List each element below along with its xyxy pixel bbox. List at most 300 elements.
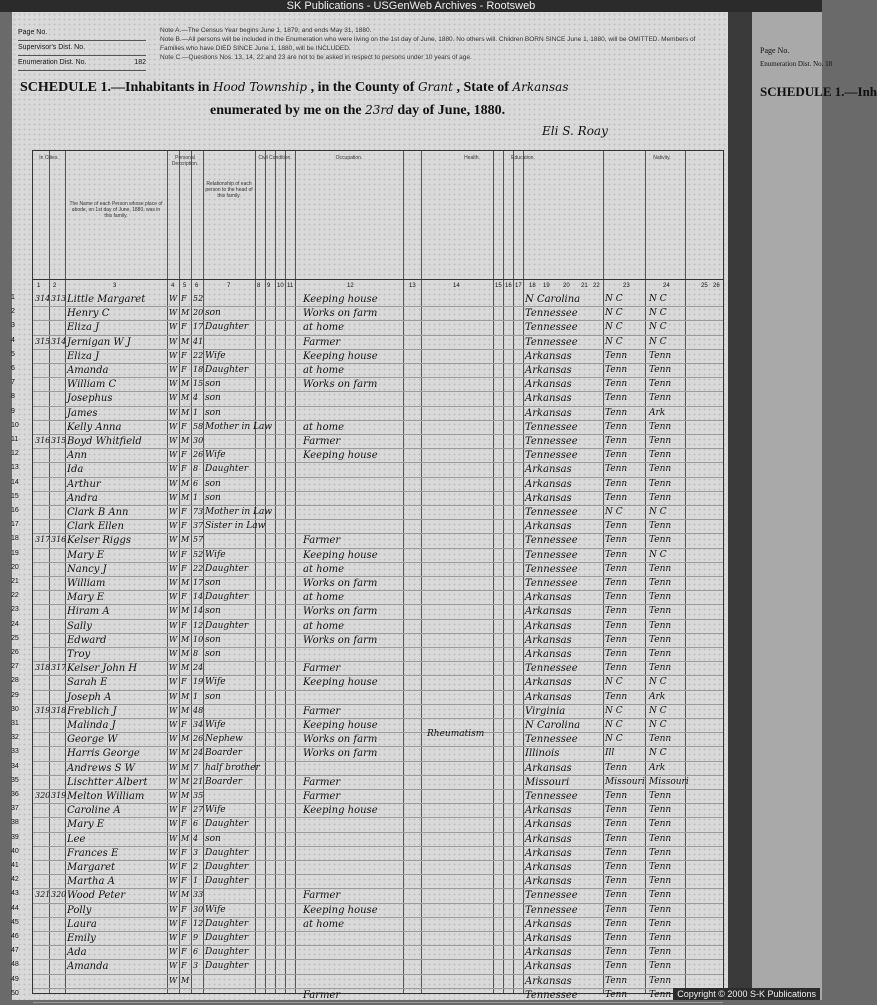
cell-line: 13 — [11, 464, 19, 472]
cell-father: N C — [605, 294, 623, 304]
cell-sex: M — [181, 762, 190, 772]
cell-age: 10 — [193, 634, 204, 644]
heading-nativity: Nativity. — [653, 155, 671, 161]
cell-father: Tenn — [605, 407, 628, 418]
cell-sex: F — [181, 620, 187, 630]
cell-birthplace: Tennessee — [525, 450, 578, 462]
cell-mother: Tenn — [649, 819, 672, 830]
cell-name: Lee — [67, 833, 86, 845]
cell-color: W — [169, 933, 178, 942]
cell-family: 317 — [51, 663, 67, 673]
column-number: 10 — [277, 283, 284, 289]
column-number: 7 — [227, 283, 231, 289]
cell-relation: Boarder — [205, 748, 243, 759]
cell-mother: Tenn — [649, 365, 672, 375]
cell-mother: Missouri — [649, 776, 689, 787]
column-number: 20 — [563, 283, 570, 289]
cell-mother: Tenn — [649, 350, 672, 361]
cell-father: Tenn — [605, 805, 628, 816]
cell-occupation: Farmer — [303, 535, 341, 547]
cell-color: W — [169, 620, 178, 630]
cell-mother: Tenn — [649, 947, 672, 958]
cell-mother: Tenn — [649, 918, 672, 929]
cell-father: Tenn — [605, 606, 628, 617]
cell-color: W — [169, 535, 178, 545]
cell-birthplace: N Carolina — [525, 720, 581, 731]
cell-sex: M — [181, 663, 190, 673]
cell-occupation: Farmer — [303, 989, 341, 1001]
cell-line: 36 — [11, 791, 19, 798]
cell-relation: son — [205, 833, 221, 844]
cell-name: Harris George — [67, 748, 140, 760]
cell-color: W — [169, 507, 178, 516]
cell-mother: Tenn — [649, 592, 672, 603]
cell-name: Andra — [67, 492, 98, 504]
cell-occupation: Farmer — [303, 436, 341, 447]
cell-line: 48 — [11, 961, 19, 969]
cell-mother: Tenn — [649, 933, 672, 943]
cell-age: 1 — [193, 492, 199, 502]
cell-occupation: at home — [303, 365, 345, 376]
cell-sex: F — [181, 365, 187, 374]
cell-name: Sally — [67, 620, 92, 632]
cell-mother: N C — [649, 720, 667, 730]
adjacent-dist: Enumeration Dist. No. 18 — [760, 60, 833, 68]
cell-age: 20 — [193, 308, 204, 318]
cell-birthplace: Arkansas — [525, 876, 572, 888]
cell-line: 45 — [11, 918, 19, 926]
cell-age: 48 — [193, 705, 204, 715]
cell-line: 30 — [11, 705, 19, 713]
cell-father: Tenn — [605, 578, 628, 588]
cell-birthplace: Arkansas — [525, 933, 572, 944]
cell-birthplace: Tennessee — [525, 308, 578, 320]
sheet-identifiers — [18, 26, 146, 71]
cell-mother: Tenn — [649, 975, 672, 986]
cell-father: Tenn — [605, 975, 628, 986]
cell-name: Kelser John H — [67, 663, 138, 675]
cell-color: W — [169, 578, 178, 587]
cell-name: George W — [67, 734, 118, 746]
column-number: 14 — [453, 283, 460, 289]
cell-sex: F — [181, 933, 187, 942]
column-number: 26 — [713, 283, 720, 289]
cell-mother: N C — [649, 336, 667, 347]
cell-name: Polly — [67, 904, 92, 916]
cell-color: W — [169, 336, 178, 346]
cell-birthplace: Arkansas — [525, 492, 572, 504]
cell-color: W — [169, 776, 178, 786]
cell-father: Tenn — [605, 592, 628, 603]
cell-color: W — [169, 947, 178, 957]
cell-line: 32 — [11, 734, 19, 742]
cell-sex: M — [181, 308, 190, 318]
cell-sex: F — [181, 805, 187, 815]
cell-father: Tenn — [605, 663, 628, 674]
cell-age: 22 — [193, 350, 204, 360]
cell-birthplace: Arkansas — [525, 918, 572, 930]
cell-age: 30 — [193, 436, 204, 445]
cell-name: Henry C — [67, 308, 110, 320]
cell-occupation: at home — [303, 918, 345, 930]
cell-occupation: at home — [303, 592, 345, 604]
cell-color: W — [169, 805, 178, 815]
cell-color: W — [169, 549, 178, 559]
cell-name: Frances E — [67, 847, 119, 859]
cell-color: W — [169, 791, 178, 800]
cell-name: Troy — [67, 649, 91, 660]
cell-mother: Tenn — [649, 478, 672, 489]
cell-sex: M — [181, 691, 190, 701]
cell-relation: Daughter — [205, 365, 249, 375]
cell-father: Tenn — [605, 947, 628, 958]
cell-age: 4 — [193, 393, 199, 403]
cell-relation: Daughter — [205, 947, 249, 958]
cell-occupation: Farmer — [303, 890, 341, 902]
cell-relation: Sister in Law — [205, 521, 266, 532]
cell-line: 29 — [11, 691, 19, 699]
column-number: 15 — [495, 283, 502, 289]
cell-sex: F — [181, 464, 187, 474]
cell-sex: M — [181, 393, 190, 403]
cell-relation: Wife — [205, 805, 226, 816]
cell-color: W — [169, 833, 178, 843]
cell-age: 6 — [193, 478, 199, 488]
cell-line: 15 — [11, 492, 19, 500]
cell-line: 43 — [11, 890, 19, 898]
schedule-title: SCHEDULE 1.—Inhabitants in — [20, 80, 210, 95]
cell-occupation: Keeping house — [303, 720, 378, 731]
cell-father: Tenn — [605, 762, 628, 773]
cell-family: 313 — [51, 294, 67, 303]
cell-age: 8 — [193, 464, 199, 474]
cell-relation: Boarder — [205, 776, 243, 787]
cell-name: Melton William — [67, 791, 145, 802]
cell-age: 27 — [193, 805, 204, 815]
cell-color: W — [169, 436, 178, 445]
cell-color: W — [169, 365, 178, 374]
cell-line: 35 — [11, 776, 19, 784]
cell-line: 33 — [11, 748, 19, 756]
cell-line: 31 — [11, 720, 19, 727]
cell-relation: Daughter — [205, 620, 249, 631]
column-number: 19 — [543, 283, 550, 289]
cell-mother: Tenn — [649, 436, 672, 446]
cell-birthplace: Tennessee — [525, 322, 578, 334]
cell-age: 14 — [193, 606, 204, 616]
enumerated-label: enumerated by me on the — [210, 103, 362, 118]
cell-line: 50 — [11, 989, 19, 997]
cell-color: W — [169, 691, 178, 701]
cell-occupation: Farmer — [303, 336, 341, 348]
cell-father: Tenn — [605, 492, 628, 503]
copyright-footer: Copyright © 2000 S-K Publications — [673, 988, 820, 1000]
cell-name: James — [67, 407, 98, 419]
cell-name: Arthur — [67, 478, 101, 490]
cell-birthplace: Tennessee — [525, 436, 578, 447]
cell-birthplace: Arkansas — [525, 407, 572, 419]
cell-line: 44 — [11, 904, 19, 912]
cell-sex: M — [181, 705, 190, 715]
cell-relation: Wife — [205, 350, 226, 361]
cell-name: Clark Ellen — [67, 521, 124, 533]
cell-line: 24 — [11, 620, 19, 628]
column-number: 23 — [623, 283, 630, 289]
cell-occupation: Works on farm — [303, 748, 378, 760]
cell-mother: Tenn — [649, 876, 672, 887]
cell-age: 26 — [193, 734, 204, 744]
cell-color: W — [169, 393, 178, 403]
heading-health: Health. — [464, 155, 480, 161]
cell-name: Eliza J — [67, 350, 100, 362]
cell-name: Eliza J — [67, 322, 100, 334]
cell-occupation: Works on farm — [303, 308, 378, 320]
cell-sex: M — [181, 336, 190, 346]
column-number: 25 — [701, 283, 708, 289]
cell-occupation: Works on farm — [303, 606, 378, 618]
archive-banner: SK Publications - USGenWeb Archives - Rootsweb — [0, 0, 822, 12]
heading-relationship: Relationship of each person to the head of this family. — [205, 181, 253, 199]
cell-family: 320 — [51, 890, 67, 900]
cell-father: Tenn — [605, 379, 628, 390]
cell-occupation: at home — [303, 322, 345, 334]
cell-sex: M — [181, 791, 190, 800]
cell-birthplace: Arkansas — [525, 365, 572, 376]
cell-age: 24 — [193, 748, 204, 758]
cell-color: W — [169, 961, 178, 971]
cell-relation: Daughter — [205, 464, 249, 475]
cell-father: Tenn — [605, 890, 628, 901]
cell-line: 26 — [11, 649, 19, 656]
cell-sex: F — [181, 421, 187, 431]
cell-name: Kelly Anna — [67, 421, 122, 433]
cell-age: 2 — [193, 862, 199, 871]
cell-color: W — [169, 308, 178, 318]
cell-line: 19 — [11, 549, 19, 557]
heading-divider — [33, 279, 723, 280]
cell-mother: N C — [649, 294, 667, 304]
cell-age: 1 — [193, 876, 199, 886]
cell-sex: M — [181, 492, 190, 502]
cell-age: 26 — [193, 450, 204, 460]
heading-name: The Name of each Person whose place of abode, on 1st day of June, 1880, was in this family. — [69, 201, 163, 219]
cell-father: Tenn — [605, 634, 628, 645]
cell-birthplace: Arkansas — [525, 947, 572, 959]
state-value: Arkansas — [512, 80, 569, 94]
cell-name: Emily — [67, 933, 96, 944]
cell-sex: F — [181, 847, 187, 857]
cell-age: 1 — [193, 407, 199, 417]
heading-occupation: Occupation. — [335, 155, 363, 161]
cell-sex: F — [181, 507, 187, 516]
cell-occupation: Keeping house — [303, 904, 378, 916]
cell-occupation: at home — [303, 620, 345, 632]
cell-name: William — [67, 578, 106, 589]
cell-birthplace: Arkansas — [525, 521, 572, 533]
enumerator-signature: Eli S. Roay — [542, 124, 608, 138]
census-table — [11, 150, 724, 1001]
cell-mother: Tenn — [649, 535, 672, 546]
cell-birthplace: Arkansas — [525, 649, 572, 660]
cell-birthplace: Tennessee — [525, 904, 578, 916]
cell-relation: son — [205, 691, 221, 702]
cell-mother: Ark — [649, 407, 666, 418]
cell-birthplace: Arkansas — [525, 677, 572, 689]
cell-sex: F — [181, 350, 187, 360]
cell-father: Tenn — [605, 847, 628, 858]
note-b: Note B.—All persons will be included in the Enumeration who were living on the 1st day of June, 1880. No others will. Children BORN SINCE June 1, 1880, will be OMITTED. Members of Families who have DIED SINCE June 1, 1880, will be INCLUDED. — [160, 36, 696, 52]
cell-age: 7 — [193, 762, 199, 772]
cell-relation: Daughter — [205, 862, 249, 872]
cell-color: W — [169, 734, 178, 744]
cell-birthplace: Illinois — [525, 748, 560, 760]
cell-line: 20 — [11, 563, 19, 571]
cell-dwelling: 314 — [35, 294, 51, 303]
cell-sex: M — [181, 890, 190, 900]
cell-color: W — [169, 705, 178, 715]
cell-mother: Tenn — [649, 961, 672, 972]
column-number: 13 — [409, 283, 416, 289]
cell-color: W — [169, 847, 178, 857]
cell-name: Mary E — [67, 819, 105, 831]
cell-occupation: Works on farm — [303, 578, 378, 589]
cell-father: Missouri — [605, 776, 645, 787]
cell-birthplace: Arkansas — [525, 393, 572, 405]
column-number: 6 — [195, 283, 199, 289]
cell-color: W — [169, 663, 178, 673]
cell-color: W — [169, 904, 178, 914]
cell-name: Freblich J — [67, 705, 117, 717]
cell-birthplace: Arkansas — [525, 478, 572, 490]
cell-mother: Tenn — [649, 421, 672, 432]
cell-father: Tenn — [605, 833, 628, 844]
cell-age: 6 — [193, 947, 199, 957]
cell-age: 12 — [193, 918, 204, 928]
cell-line: 22 — [11, 592, 19, 600]
instruction-notes — [160, 26, 720, 62]
cell-father: N C — [605, 336, 623, 347]
cell-relation: son — [205, 634, 221, 645]
column-number: 24 — [663, 283, 670, 289]
cell-relation: Wife — [205, 450, 226, 461]
cell-color: W — [169, 450, 178, 460]
cell-father: N C — [605, 308, 623, 319]
township-value: Hood Township — [212, 80, 308, 94]
cell-relation: son — [205, 606, 221, 617]
cell-father: Tenn — [605, 421, 628, 432]
column-number: 22 — [593, 283, 600, 289]
column-number: 16 — [505, 283, 512, 289]
cell-age: 14 — [193, 592, 204, 602]
cell-father: N C — [605, 720, 623, 730]
cell-name: Lischtter Albert — [67, 776, 148, 788]
cell-father: N C — [605, 705, 623, 716]
cell-name: Amanda — [67, 365, 109, 376]
cell-occupation: Works on farm — [303, 379, 378, 391]
cell-sex: F — [181, 720, 187, 729]
cell-relation: son — [205, 478, 221, 489]
cell-sex: M — [181, 379, 190, 389]
cell-relation: Mother in Law — [205, 421, 273, 432]
cell-father: Tenn — [605, 691, 628, 702]
cell-line: 46 — [11, 933, 19, 940]
cell-mother: Tenn — [649, 904, 672, 915]
cell-family: 318 — [51, 705, 67, 715]
cell-color: W — [169, 606, 178, 616]
cell-line: 34 — [11, 762, 19, 770]
cell-line: 12 — [11, 450, 19, 458]
cell-dwelling: 318 — [35, 663, 51, 673]
cell-father: N C — [605, 734, 623, 745]
cell-mother: Tenn — [649, 379, 672, 390]
cell-father: Tenn — [605, 535, 628, 546]
cell-relation: Daughter — [205, 918, 249, 929]
cell-age: 4 — [193, 833, 199, 843]
cell-age: 1 — [193, 691, 199, 701]
cell-mother: Tenn — [649, 833, 672, 844]
cell-line: 14 — [11, 478, 19, 486]
cell-mother: Tenn — [649, 492, 672, 503]
cell-color: W — [169, 478, 178, 488]
cell-father: Tenn — [605, 918, 628, 929]
state-label: , State of — [456, 80, 509, 95]
cell-mother: Tenn — [649, 620, 672, 631]
cell-color: W — [169, 918, 178, 928]
cell-birthplace: Virginia — [525, 705, 566, 717]
cell-mother: N C — [649, 705, 667, 716]
cell-dwelling: 317 — [35, 535, 51, 545]
cell-name: Mary E — [67, 549, 105, 561]
column-number: 12 — [347, 283, 354, 289]
cell-name: Hiram A — [67, 606, 110, 618]
cell-age: 58 — [193, 421, 204, 431]
cell-birthplace: Arkansas — [525, 592, 572, 604]
cell-relation: son — [205, 308, 221, 319]
cell-sex: F — [181, 961, 187, 971]
column-number: 5 — [183, 283, 187, 289]
cell-name: Sarah E — [67, 677, 108, 689]
cell-mother: Tenn — [649, 464, 672, 475]
cell-mother: Tenn — [649, 862, 672, 872]
cell-name: Caroline A — [67, 805, 121, 817]
cell-mother: Tenn — [649, 393, 672, 404]
cell-sex: M — [181, 478, 190, 488]
column-number: 3 — [113, 283, 117, 289]
cell-father: Tenn — [605, 350, 628, 361]
cell-name: Wood Peter — [67, 890, 126, 902]
cell-name: Joseph A — [67, 691, 112, 703]
cell-birthplace: Tennessee — [525, 507, 578, 518]
cell-sex: F — [181, 677, 187, 687]
cell-dwelling: 316 — [35, 436, 51, 445]
cell-color: W — [169, 350, 178, 360]
cell-name: Mary E — [67, 592, 105, 604]
cell-occupation: Works on farm — [303, 634, 378, 646]
cell-relation: son — [205, 649, 221, 659]
cell-birthplace: Tennessee — [525, 890, 578, 902]
cell-sex: F — [181, 904, 187, 914]
cell-birthplace: Tennessee — [525, 535, 578, 547]
cell-mother: Ark — [649, 762, 666, 773]
cell-mother: N C — [649, 308, 667, 319]
cell-line: 37 — [11, 805, 19, 813]
cell-mother: Tenn — [649, 890, 672, 901]
cell-line: 42 — [11, 876, 19, 884]
cell-line: 18 — [11, 535, 19, 543]
cell-father: N C — [605, 322, 623, 333]
cell-birthplace: Tennessee — [525, 563, 578, 575]
cell-sex: M — [181, 407, 190, 417]
